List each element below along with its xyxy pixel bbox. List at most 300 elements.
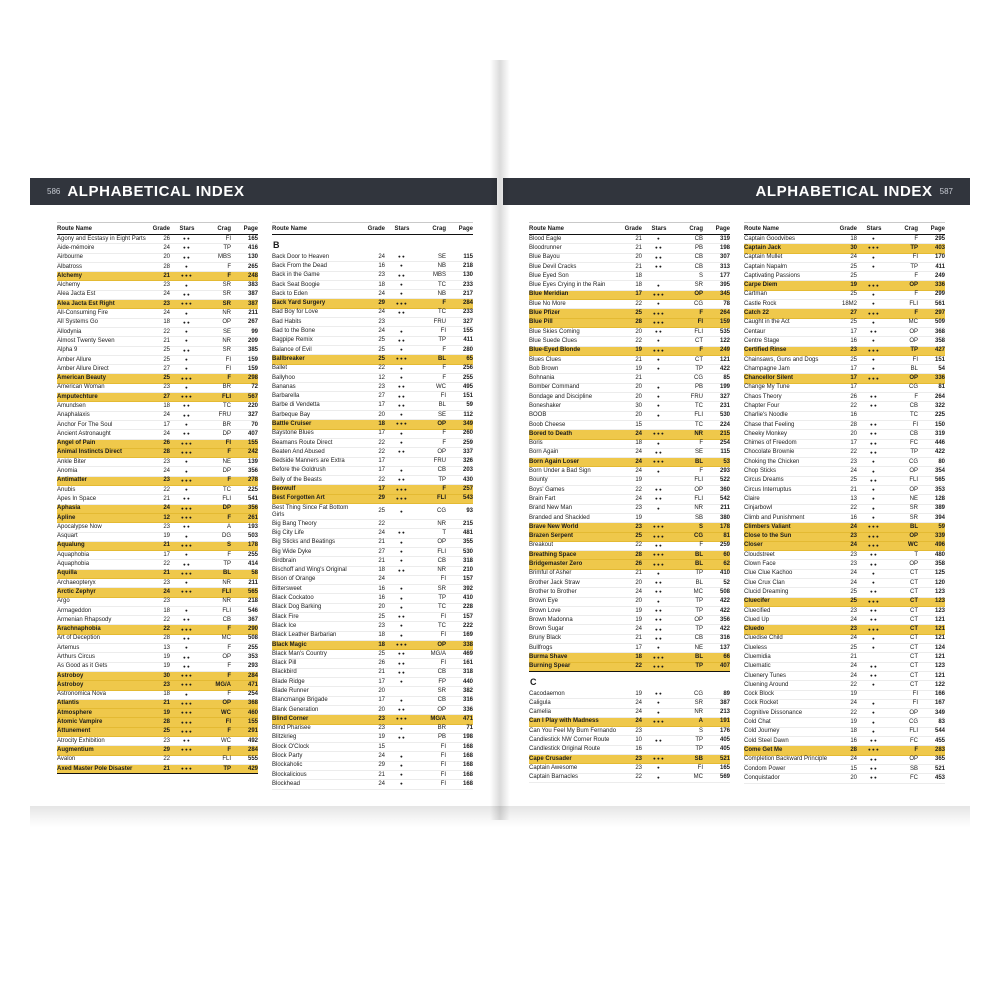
- route-page: 155: [247, 719, 258, 726]
- table-row: [272, 632, 473, 641]
- route-crag: BR: [437, 725, 446, 732]
- route-name: Conquistador: [744, 774, 780, 781]
- route-grade: 22: [163, 616, 170, 623]
- route-crag: SR: [694, 699, 703, 706]
- table-row: [529, 579, 730, 588]
- route-page: 430: [462, 476, 473, 483]
- route-stars: ●●●: [396, 486, 408, 492]
- table-row: [529, 690, 730, 699]
- route-crag: FLI: [909, 300, 918, 307]
- table-row: [529, 560, 730, 569]
- table-row: [744, 718, 945, 727]
- page-bottom-edge-shadow: [30, 806, 970, 828]
- route-name: Blade Ridge: [272, 678, 305, 685]
- table-row: [272, 430, 473, 439]
- route-grade: 24: [378, 253, 385, 260]
- table-row: [57, 523, 258, 532]
- table-row: [744, 737, 945, 746]
- route-crag: CT: [695, 337, 703, 344]
- table-row: [272, 743, 473, 752]
- table-row: [57, 579, 258, 588]
- route-stars: ●●●: [653, 291, 665, 297]
- route-name: Aquaphobia: [57, 561, 90, 568]
- route-name: Archaeopteryx: [57, 579, 96, 586]
- route-crag: T: [442, 529, 446, 536]
- table-row: [272, 557, 473, 566]
- route-page: 218: [247, 598, 258, 605]
- route-grade: 22: [850, 402, 857, 409]
- route-grade: 12: [163, 514, 170, 521]
- route-grade: 19: [635, 616, 642, 623]
- route-page: 284: [247, 672, 258, 679]
- route-name: Aqualung: [57, 542, 85, 549]
- route-name: Boob Cheese: [529, 421, 566, 428]
- table-row: [57, 746, 258, 755]
- route-name: Before the Goldrush: [272, 467, 326, 474]
- route-crag: FLI: [694, 328, 703, 335]
- route-grade: 21: [163, 700, 170, 707]
- route-stars: ●●: [870, 552, 878, 558]
- route-crag: F: [227, 728, 231, 735]
- table-row: [744, 588, 945, 597]
- route-grade: 23: [635, 727, 642, 734]
- route-crag: FC: [910, 737, 918, 744]
- route-name: Allodynia: [57, 328, 82, 335]
- route-stars: ●●: [655, 617, 663, 623]
- route-grade: 26: [635, 561, 642, 568]
- route-stars: ●●●: [396, 642, 408, 648]
- route-name: Birdbrain: [272, 557, 297, 564]
- route-stars: ●●: [183, 617, 191, 623]
- route-crag: NB: [437, 290, 446, 297]
- route-grade: 21: [635, 244, 642, 251]
- route-page: 130: [462, 272, 473, 279]
- table-row: [272, 752, 473, 761]
- route-name: Armageddon: [57, 607, 92, 614]
- route-grade: 20: [378, 604, 385, 611]
- route-stars: ●: [872, 700, 876, 706]
- route-crag: CG: [694, 690, 703, 697]
- route-name: Animal Instincts Direct: [57, 449, 123, 456]
- route-name: Chainsaws, Guns and Dogs: [744, 356, 819, 363]
- route-page: 255: [247, 551, 258, 558]
- table-row: [57, 477, 258, 486]
- route-page: 217: [462, 290, 473, 297]
- table-row: [272, 309, 473, 318]
- route-crag: S: [698, 272, 703, 279]
- route-page: 65: [466, 355, 473, 362]
- route-crag: BL: [438, 402, 446, 409]
- table-row: [57, 328, 258, 337]
- route-crag: OP: [222, 654, 231, 660]
- route-page: 380: [719, 514, 730, 521]
- route-grade: 16: [850, 514, 857, 521]
- table-row: [272, 448, 473, 457]
- table-row: [529, 449, 730, 458]
- route-page: 535: [719, 328, 730, 335]
- route-name: Brain Fart: [529, 495, 556, 502]
- route-crag: MC: [693, 588, 703, 595]
- table-row: [744, 625, 945, 634]
- route-page: 353: [247, 654, 258, 660]
- route-stars: ●●●: [653, 310, 665, 316]
- route-page: 394: [934, 514, 945, 521]
- route-grade: 24: [850, 579, 857, 586]
- table-row: [272, 567, 473, 576]
- route-page: 121: [934, 654, 945, 660]
- route-stars: ●: [872, 505, 876, 511]
- route-name: Cold Steel Dawn: [744, 737, 789, 744]
- route-page: 215: [719, 430, 730, 437]
- table-row: [529, 727, 730, 736]
- route-page: 339: [934, 533, 945, 540]
- route-page: 159: [247, 365, 258, 372]
- table-row: [529, 709, 730, 718]
- route-grade: 21: [378, 539, 385, 546]
- route-name: Captain Jack: [744, 244, 782, 251]
- route-crag: FLI: [694, 477, 703, 484]
- route-name: Caught in the Act: [744, 319, 790, 326]
- route-grade: 22: [635, 486, 642, 493]
- route-name: Camelia: [529, 709, 552, 716]
- route-stars: ●: [185, 338, 189, 344]
- table-row: [57, 514, 258, 523]
- route-crag: CT: [910, 598, 918, 605]
- route-name: Blue Eyed Son: [529, 272, 569, 279]
- route-page: 151: [934, 356, 945, 363]
- route-page: 123: [934, 663, 945, 670]
- route-name: Clucid Dreaming: [744, 588, 789, 595]
- route-grade: 10: [635, 737, 642, 744]
- route-page: 83: [938, 719, 945, 726]
- route-grade: 28: [163, 263, 170, 270]
- route-page: 210: [462, 567, 473, 574]
- route-crag: TP: [910, 263, 918, 270]
- route-name: Brimful of Asher: [529, 570, 572, 577]
- route-stars: ●●: [398, 660, 406, 666]
- route-name: Block O'Clock: [272, 743, 310, 750]
- route-crag: SB: [909, 765, 918, 772]
- route-crag: F: [442, 430, 446, 437]
- column-header: Grade: [839, 226, 857, 232]
- route-page: 293: [719, 468, 730, 475]
- route-page: 225: [934, 412, 945, 419]
- route-grade: 23: [163, 458, 170, 465]
- route-crag: OP: [437, 641, 446, 648]
- route-stars: ●: [657, 505, 661, 511]
- route-page: 169: [462, 632, 473, 639]
- route-grade: 24: [850, 542, 857, 549]
- route-crag: FRU: [218, 412, 231, 419]
- route-page: 203: [462, 467, 473, 474]
- route-grade: 23: [850, 533, 857, 540]
- route-stars: ●: [872, 570, 876, 576]
- route-crag: MG/A: [215, 681, 231, 688]
- route-crag: CT: [910, 672, 918, 679]
- table-row: [529, 300, 730, 309]
- route-grade: 18: [378, 281, 385, 288]
- route-stars: ●: [185, 645, 189, 651]
- table-row: [57, 458, 258, 467]
- route-page: 356: [247, 468, 258, 475]
- route-stars: ●●●: [181, 542, 193, 548]
- route-stars: ●: [872, 496, 876, 502]
- route-crag: SR: [909, 505, 918, 512]
- table-row: [57, 616, 258, 625]
- route-grade: 24: [378, 576, 385, 583]
- route-stars: ●: [400, 430, 404, 436]
- table-row: [272, 439, 473, 448]
- route-grade: 24: [163, 468, 170, 475]
- route-name: Blitzkrieg: [272, 734, 297, 741]
- route-stars: ●●●: [181, 766, 193, 772]
- route-crag: CB: [909, 430, 918, 437]
- left-page-header-bar: [30, 178, 497, 205]
- route-page: 360: [719, 486, 730, 493]
- route-stars: ●: [872, 366, 876, 372]
- route-name: Can You Feel My Bum Fernando: [529, 727, 617, 734]
- route-crag: TC: [695, 402, 703, 409]
- table-row: [744, 616, 945, 625]
- route-stars: ●●: [655, 264, 663, 270]
- route-crag: F: [227, 551, 231, 558]
- route-stars: ●●: [655, 589, 663, 595]
- table-row: [57, 560, 258, 569]
- route-grade: 15: [635, 421, 642, 428]
- route-grade: 24: [850, 635, 857, 642]
- route-grade: 17: [378, 697, 385, 704]
- column-header: Crag: [217, 226, 231, 232]
- route-crag: OP: [437, 539, 446, 546]
- route-name: Chimes of Freedom: [744, 440, 797, 447]
- route-crag: CT: [910, 681, 918, 688]
- route-page: 336: [462, 706, 473, 713]
- route-grade: 23: [850, 626, 857, 633]
- route-stars: ●●: [398, 272, 406, 278]
- table-row: [529, 635, 730, 644]
- route-name: Brown Sugar: [529, 626, 564, 633]
- table-row: [57, 421, 258, 430]
- table-row: [529, 495, 730, 504]
- route-name: Brown Madonna: [529, 616, 573, 623]
- route-name: Back Seat Boogie: [272, 281, 320, 288]
- route-page: 414: [247, 561, 258, 568]
- route-name: Arctic Zephyr: [57, 588, 96, 595]
- route-name: Cape Crusader: [529, 755, 572, 762]
- route-name: Blind Corner: [272, 715, 309, 722]
- table-row: [529, 764, 730, 773]
- table-row: [272, 520, 473, 529]
- route-crag: FRU: [433, 458, 446, 465]
- route-grade: 22: [378, 476, 385, 483]
- route-page: 259: [719, 542, 730, 549]
- route-name: Bananas: [272, 383, 296, 390]
- table-row: [57, 309, 258, 318]
- route-stars: ●●●: [868, 524, 880, 530]
- route-page: 508: [247, 635, 258, 642]
- route-name: Back to Eden: [272, 290, 308, 297]
- route-stars: ●●●: [653, 431, 665, 437]
- route-crag: FI: [697, 319, 703, 326]
- route-crag: F: [442, 374, 446, 381]
- table-row: [272, 253, 473, 262]
- table-row: [57, 542, 258, 551]
- route-crag: FI: [912, 691, 918, 698]
- route-grade: 22: [378, 365, 385, 372]
- route-name: Big Sticks and Beatings: [272, 539, 336, 546]
- route-stars: ●: [872, 580, 876, 586]
- route-grade: 18: [635, 440, 642, 447]
- route-page: 496: [934, 542, 945, 549]
- column-header: Route Name: [744, 226, 780, 232]
- route-grade: 23: [850, 347, 857, 354]
- route-page: 336: [934, 282, 945, 289]
- route-crag: FLI: [222, 756, 231, 763]
- route-crag: TC: [223, 402, 231, 409]
- table-row: [529, 337, 730, 346]
- route-stars: ●●: [183, 254, 191, 260]
- route-grade: 15: [850, 765, 857, 772]
- route-name: Apocalypse Now: [57, 523, 102, 530]
- route-name: Brother to Brother: [529, 588, 577, 595]
- route-name: Bagpipe Remix: [272, 337, 313, 344]
- route-grade: 24: [635, 458, 642, 465]
- route-crag: CB: [694, 254, 703, 261]
- table-row: [529, 486, 730, 495]
- route-stars: ●●●: [181, 440, 193, 446]
- route-grade: 24: [850, 468, 857, 475]
- route-crag: NE: [694, 644, 703, 651]
- route-page: 336: [934, 375, 945, 382]
- route-crag: TP: [223, 244, 231, 251]
- table-row: [744, 486, 945, 495]
- table-row: [272, 374, 473, 383]
- route-stars: ●●: [870, 617, 878, 623]
- route-crag: FI: [225, 440, 231, 447]
- route-stars: ●●●: [396, 300, 408, 306]
- route-page: 389: [934, 505, 945, 512]
- route-stars: ●●: [655, 449, 663, 455]
- route-crag: TP: [695, 737, 703, 744]
- route-page: 157: [462, 613, 473, 620]
- table-row: [272, 762, 473, 771]
- route-crag: F: [699, 310, 703, 317]
- route-crag: TP: [695, 607, 703, 614]
- table-row: [744, 440, 945, 449]
- table-row: [57, 486, 258, 495]
- route-page: 521: [719, 755, 730, 762]
- route-stars: ●●●: [181, 673, 193, 679]
- table-row: [744, 533, 945, 542]
- route-stars: ●: [400, 604, 404, 610]
- route-page: 316: [462, 697, 473, 704]
- route-grade: 22: [163, 561, 170, 568]
- route-stars: ●: [872, 719, 876, 725]
- route-grade: 27: [850, 310, 857, 317]
- route-crag: OP: [909, 561, 918, 568]
- route-name: Arthurs Circus: [57, 654, 96, 660]
- route-name: Big City Life: [272, 529, 305, 536]
- route-grade: 26: [850, 393, 857, 400]
- route-page: 220: [247, 402, 258, 409]
- route-name: Barbe di Vendetta: [272, 402, 320, 409]
- route-name: Amber Allure Direct: [57, 365, 109, 372]
- route-grade: 30: [635, 402, 642, 409]
- route-grade: 20: [635, 412, 642, 419]
- table-row: [272, 402, 473, 411]
- route-crag: FLI: [909, 728, 918, 735]
- table-row: [272, 272, 473, 281]
- route-grade: 16: [378, 262, 385, 269]
- route-name: Captain Awesome: [529, 764, 578, 771]
- route-name: Apline: [57, 514, 76, 521]
- route-stars: ●●●: [181, 273, 193, 279]
- route-page: 565: [247, 588, 258, 595]
- route-grade: 18M2: [841, 300, 857, 307]
- route-grade: 22: [635, 774, 642, 781]
- route-crag: CT: [910, 635, 918, 642]
- route-grade: 28: [163, 635, 170, 642]
- route-stars: ●: [657, 598, 661, 604]
- route-stars: ●: [400, 632, 404, 638]
- route-stars: ●●●: [653, 756, 665, 762]
- route-grade: 24: [378, 328, 385, 335]
- route-page: 125: [934, 570, 945, 577]
- route-page: 385: [247, 347, 258, 354]
- route-name: Bridgemaster Zero: [529, 561, 583, 568]
- route-name: Cluemidia: [744, 654, 771, 660]
- route-name: Ballyhoo: [272, 374, 296, 381]
- route-name: Angel of Pain: [57, 440, 96, 447]
- route-page: 293: [247, 663, 258, 670]
- route-crag: NR: [222, 598, 231, 605]
- route-stars: ●: [657, 282, 661, 288]
- route-stars: ●: [872, 264, 876, 270]
- table-row: [57, 412, 258, 421]
- route-name: Axed Master Pole Disaster: [57, 765, 133, 772]
- table-row: [57, 365, 258, 374]
- route-crag: TP: [695, 570, 703, 577]
- table-row: [744, 449, 945, 458]
- route-stars: ●●●: [181, 700, 193, 706]
- route-name: Barbeque Bay: [272, 411, 311, 418]
- route-grade: 21: [635, 570, 642, 577]
- route-page: 422: [719, 598, 730, 605]
- table-row: [529, 272, 730, 281]
- route-page: 358: [934, 337, 945, 344]
- route-stars: ●●●: [181, 505, 193, 511]
- table-row: [272, 659, 473, 668]
- route-stars: ●: [185, 580, 189, 586]
- route-crag: F: [699, 347, 703, 354]
- route-grade: 17: [378, 467, 385, 474]
- route-crag: F: [227, 272, 231, 279]
- route-crag: TP: [695, 663, 703, 670]
- route-grade: 19: [635, 365, 642, 372]
- route-page: 121: [934, 626, 945, 633]
- route-page: 349: [462, 420, 473, 427]
- route-stars: ●: [185, 468, 189, 474]
- route-page: 191: [719, 718, 730, 725]
- route-grade: 24: [163, 412, 170, 419]
- route-grade: 23: [163, 737, 170, 744]
- route-page: 480: [934, 551, 945, 558]
- table-row: [272, 771, 473, 780]
- route-page: 530: [719, 412, 730, 419]
- route-page: 521: [934, 765, 945, 772]
- route-crag: TP: [438, 337, 446, 344]
- route-name: Burning Spear: [529, 663, 571, 670]
